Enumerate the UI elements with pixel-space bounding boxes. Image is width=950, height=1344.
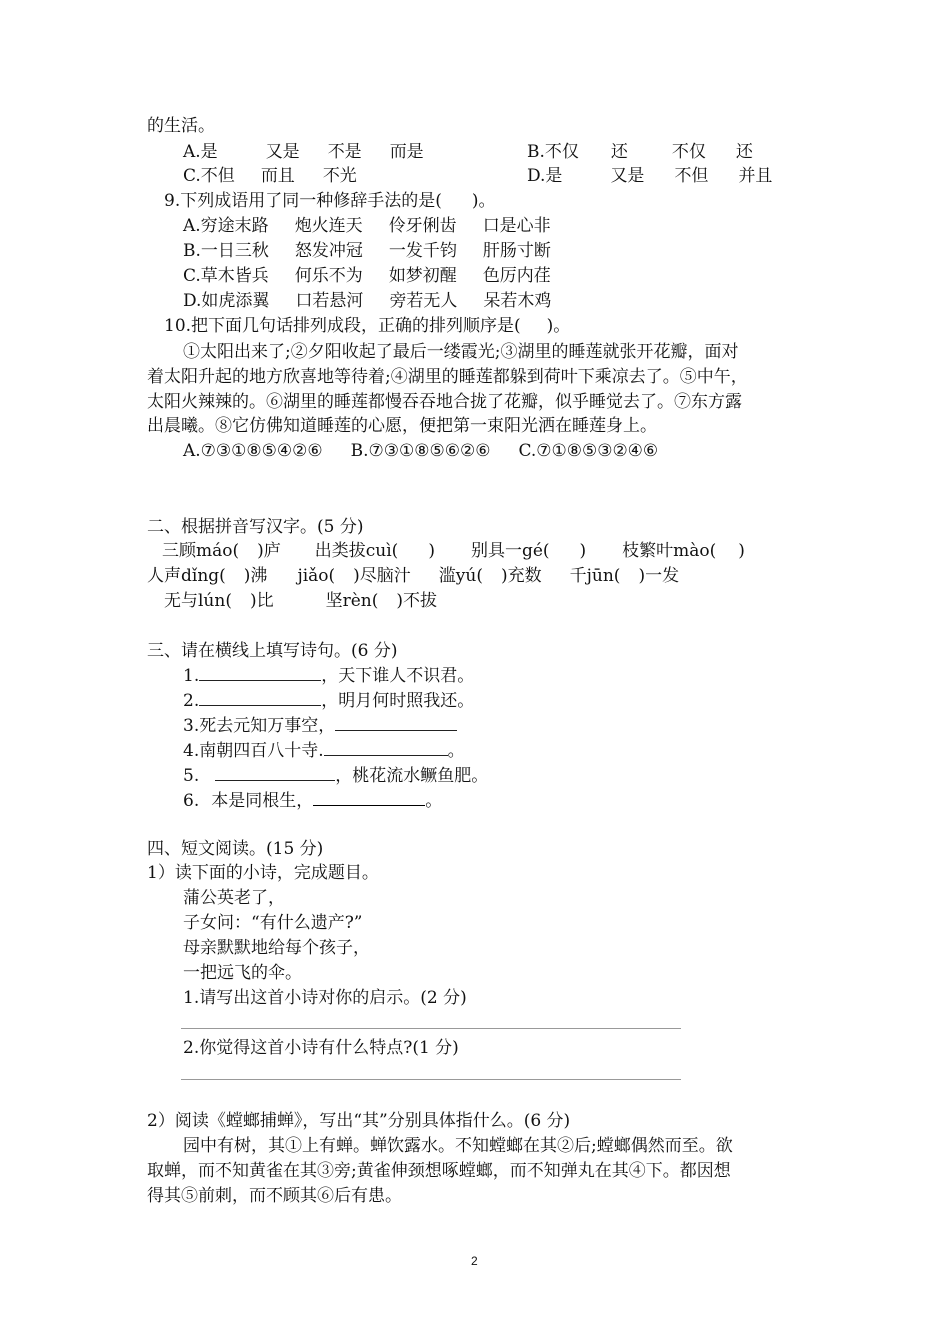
q9-b-2: 怒发冲冠 [294, 241, 363, 261]
q9-c-1: C.草木皆兵 [183, 266, 269, 286]
q9-option-c [183, 265, 551, 287]
q9-option-b [183, 240, 551, 262]
poem-item-4 [183, 739, 465, 762]
pinyin-item-end: )尽脑汁 [353, 566, 411, 586]
poem-line: 蒲公英老了， [183, 888, 285, 908]
q9-b-1: B.一日三秋 [183, 241, 269, 261]
q8-b-2: 还 [610, 142, 628, 162]
q8-option-b [527, 141, 753, 163]
q9-b-4: 肝肠寸断 [482, 241, 551, 261]
poem-item-num: 2. [183, 691, 200, 711]
passage2-line: 取蝉，而不知黄雀在其③旁;黄雀伸颈想啄螳螂，而不知弹丸在其④下。都因想 [147, 1161, 731, 1181]
q8-option-a [183, 141, 424, 163]
pinyin-item: 枝繁叶mào( [622, 541, 717, 561]
q8-a-1: A.是 [183, 142, 218, 162]
poem-item-num: 6. [183, 791, 200, 811]
section4-title: 四、短文阅读。(15 分) [147, 839, 324, 859]
q10-text-line: 太阳火辣辣的。⑥湖里的睡莲都慢吞吞地合拢了花瓣，似乎睡觉去了。⑦东方露 [147, 392, 742, 412]
page-number: 2 [471, 1254, 478, 1268]
answer-line[interactable] [181, 1079, 681, 1080]
poem-item-num: 3. [183, 716, 200, 736]
q8-d-2: 又是 [610, 166, 645, 186]
q9-d-2: 口若悬河 [295, 291, 364, 311]
q8-c-2: 而且 [260, 166, 295, 186]
q8-c-3: 不光 [322, 166, 357, 186]
pinyin-item: 三顾máo( [162, 541, 240, 561]
q8-c-1: C.不但 [183, 166, 235, 186]
q8-option-d [527, 165, 772, 187]
poem-line: 一把远飞的伞。 [183, 963, 302, 983]
fill-blank[interactable] [199, 664, 321, 681]
q9-option-d [183, 290, 551, 312]
q9-d-3: 旁若无人 [389, 291, 458, 311]
pinyin-item: 人声dǐng( [147, 566, 226, 586]
pinyin-row-1 [162, 540, 745, 562]
poem-item-num: 1. [183, 666, 200, 686]
q10-option-c: C.⑦①⑧⑤③②④⑥ [518, 441, 659, 461]
pinyin-item-end: ) [579, 541, 587, 561]
passage2-line: 园中有树，其①上有蝉。蝉饮露水。不知螳螂在其②后;螳螂偶然而至。欲 [183, 1136, 733, 1156]
pinyin-item: 无与lún( [164, 591, 232, 611]
q10-options [183, 440, 658, 462]
q9-d-1: D.如虎添翼 [183, 291, 270, 311]
q9-a-1: A.穷途末路 [183, 216, 269, 236]
q9-option-a [183, 215, 551, 237]
pinyin-item-end: )一发 [638, 566, 680, 586]
q9-a-2: 炮火连天 [294, 216, 363, 236]
poem-item-num: 5. [183, 766, 200, 786]
pinyin-item-end: )充数 [500, 566, 542, 586]
fill-blank[interactable] [335, 714, 457, 731]
pinyin-item: 出类拔cuì( [314, 541, 399, 561]
pinyin-item: 坚rèn( [325, 591, 379, 611]
pinyin-row-3 [164, 590, 437, 612]
q10-text-line: 出晨曦。⑧它仿佛知道睡莲的心愿，便把第一束阳光洒在睡莲身上。 [147, 416, 657, 436]
fill-blank[interactable] [215, 764, 335, 781]
q10-text-line: 着太阳升起的地方欣喜地等待着;④湖里的睡莲都躲到荷叶下乘凉去了。⑤中午， [147, 367, 748, 387]
intro-tail: 的生活。 [147, 116, 215, 136]
q9-c-2: 何乐不为 [294, 266, 363, 286]
poem-item-5 [183, 764, 488, 787]
poem-item-pre: 南朝四百八十寺. [199, 741, 324, 761]
q9-stem-end: )。 [471, 191, 496, 211]
pinyin-item-end: ) [738, 541, 745, 561]
q10-option-a: A.⑦③①⑧⑤④②⑥ [183, 441, 323, 461]
q8-option-c [183, 165, 357, 187]
poem-item-pre: 本是同根生， [211, 791, 314, 811]
poem-item-post: ，天下谁人不识君。 [321, 666, 475, 686]
q8-a-3: 不是 [327, 142, 362, 162]
poem-item-post: 。 [425, 791, 443, 811]
section2-title: 二、根据拼音写汉字。(5 分) [147, 517, 364, 537]
passage2-line: 得其⑤前刺，而不顾其⑥后有患。 [147, 1186, 402, 1206]
q9-stem-text: 9.下列成语用了同一种修辞手法的是( [164, 191, 442, 211]
passage1-question-2: 2.你觉得这首小诗有什么特点?(1 分) [183, 1038, 459, 1058]
passage2-intro: 2）阅读《螳螂捕蝉》，写出“其”分别具体指什么。(6 分) [147, 1111, 571, 1131]
pinyin-item: 别具一gé( [470, 541, 550, 561]
poem-line: 母亲默默地给每个孩子， [183, 938, 370, 958]
fill-blank[interactable] [313, 789, 425, 806]
section3-title: 三、请在横线上填写诗句。(6 分) [147, 641, 398, 661]
q8-a-2: 又是 [265, 142, 300, 162]
q9-c-4: 色厉内荏 [482, 266, 551, 286]
pinyin-item-end: ) [428, 541, 435, 561]
q8-d-1: D.是 [527, 166, 563, 186]
q8-b-3: 不仅 [671, 142, 706, 162]
q9-stem [164, 190, 496, 212]
q9-c-3: 如梦初醒 [388, 266, 457, 286]
poem-line: 子女问：“有什么遗产?” [183, 913, 363, 933]
q10-text-line: ①太阳出来了;②夕阳收起了最后一缕霞光;③湖里的睡莲就张开花瓣，面对 [183, 342, 739, 362]
q8-d-3: 不但 [674, 166, 709, 186]
q10-stem [164, 315, 570, 337]
q9-a-4: 口是心非 [482, 216, 551, 236]
passage1-question-1: 1.请写出这首小诗对你的启示。(2 分) [183, 988, 467, 1008]
pinyin-item: 千jūn( [569, 566, 621, 586]
q8-b-4: 还 [735, 142, 753, 162]
q10-stem-text: 10.把下面几句话排列成段，正确的排列顺序是( [164, 316, 521, 336]
q9-a-3: 伶牙俐齿 [388, 216, 457, 236]
q8-a-4: 而是 [389, 142, 424, 162]
answer-line[interactable] [181, 1028, 681, 1029]
q9-d-4: 呆若木鸡 [483, 291, 552, 311]
pinyin-item: jiǎo( [297, 566, 336, 586]
pinyin-item-end: )比 [249, 591, 274, 611]
fill-blank[interactable] [199, 689, 321, 706]
pinyin-item-end: )沸 [243, 566, 268, 586]
poem-item-post: ，桃花流水鳜鱼肥。 [335, 766, 489, 786]
q10-option-b: B.⑦③①⑧⑤⑥②⑥ [350, 441, 491, 461]
q8-d-4: 并且 [738, 166, 773, 186]
pinyin-item: 滥yú( [438, 566, 483, 586]
pinyin-item-end: )不拔 [396, 591, 438, 611]
poem-item-1 [183, 664, 474, 687]
poem-item-num: 4. [183, 741, 200, 761]
passage1-intro: 1）读下面的小诗，完成题目。 [147, 863, 379, 883]
poem-item-2 [183, 689, 474, 712]
fill-blank[interactable] [324, 739, 448, 756]
poem-item-pre: 死去元知万事空， [199, 716, 336, 736]
poem-item-post: ，明月何时照我还。 [321, 691, 475, 711]
q9-b-3: 一发千钧 [388, 241, 457, 261]
q8-b-1: B.不仅 [527, 142, 579, 162]
poem-item-6 [183, 789, 442, 812]
poem-item-3 [183, 714, 457, 737]
pinyin-row-2 [147, 565, 679, 587]
pinyin-item-end: )庐 [257, 541, 281, 561]
q10-stem-end: )。 [546, 316, 571, 336]
poem-item-post: 。 [447, 741, 465, 761]
